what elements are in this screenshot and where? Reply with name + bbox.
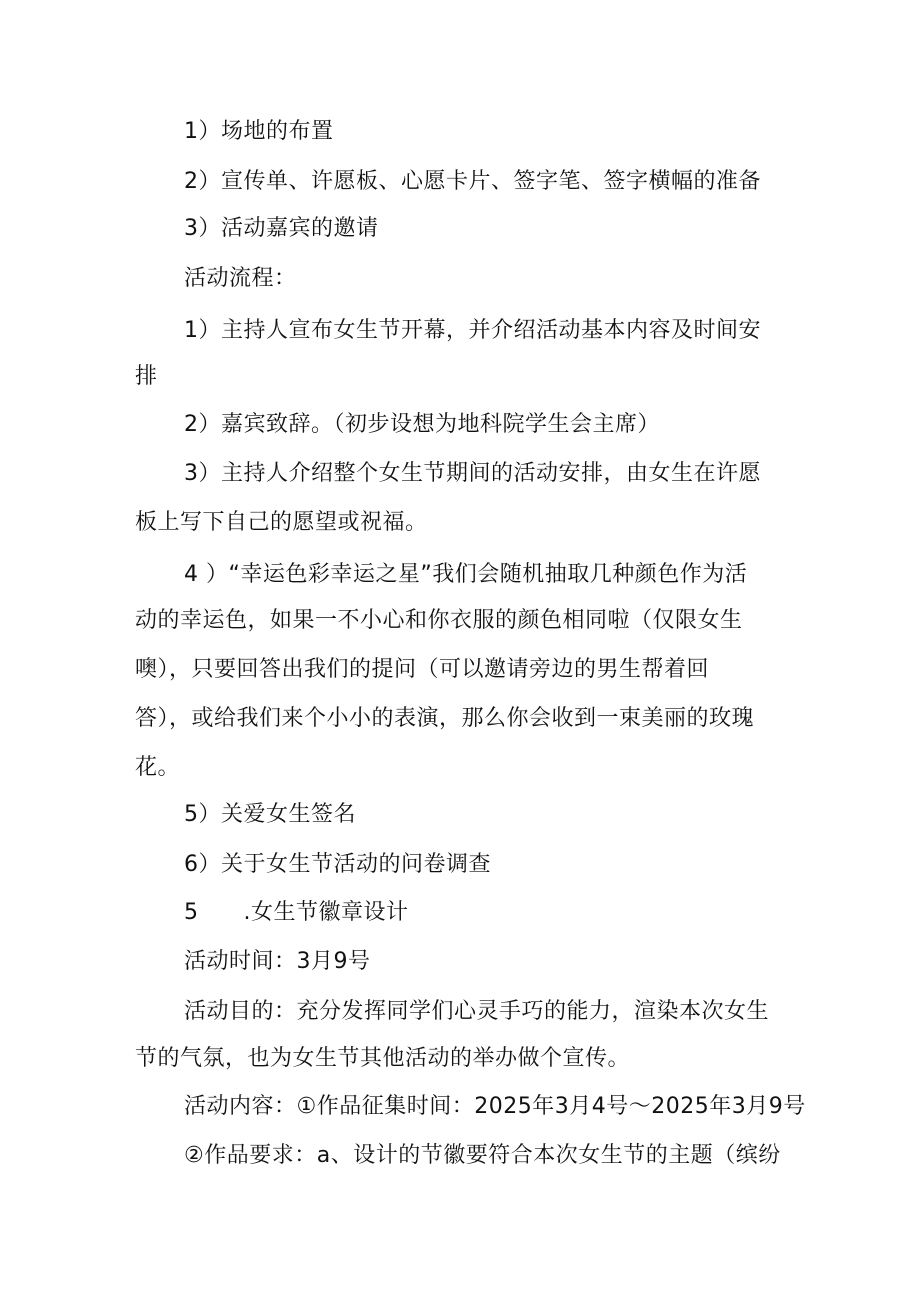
text-line-3: 3）活动嘉宾的邀请 <box>184 216 379 241</box>
text-line-1: 1）场地的布置 <box>184 119 334 144</box>
text-line-11: 动的幸运色，如果一不小心和你衣服的颜色相同啦（仅限女生 <box>135 608 743 633</box>
text-line-2: 2）宣传单、许愿板、心愿卡片、签字笔、签字横幅的准备 <box>184 169 761 194</box>
text-line-5: 1）主持人宣布女生节开幕，并介绍活动基本内容及时间安 <box>184 318 761 343</box>
text-line-20: 节的气氛，也为女生节其他活动的举办做个宣传。 <box>135 1046 631 1071</box>
text-line-10: 4 ）“幸运色彩幸运之星”我们会随机抽取几种颜色作为活 <box>184 562 748 587</box>
text-line-16: 6）关于女生节活动的问卷调查 <box>184 852 491 877</box>
text-line-19: 活动目的：充分发挥同学们心灵手巧的能力，渲染本次女生 <box>184 999 770 1024</box>
text-line-15: 5）关爱女生签名 <box>184 802 356 827</box>
text-line-12: 噢），只要回答出我们的提问（可以邀请旁边的男生帮着回 <box>135 657 710 682</box>
text-line-22: ②作品要求：a、设计的节徽要符合本次女生节的主题（缤纷 <box>184 1143 781 1168</box>
text-line-9: 板上写下自己的愿望或祝福。 <box>135 510 428 535</box>
text-line-8: 3）主持人介绍整个女生节期间的活动安排，由女生在许愿 <box>184 461 761 486</box>
text-line-6: 排 <box>135 364 158 389</box>
text-line-18: 活动时间：3月9号 <box>184 949 371 974</box>
text-line-17: 5 .女生节徽章设计 <box>184 900 409 925</box>
text-line-7: 2）嘉宾致辞。（初步设想为地科院学生会主席） <box>184 412 660 437</box>
text-line-13: 答），或给我们来个小小的表演，那么你会收到一束美丽的玫瑰 <box>135 706 755 731</box>
text-line-4: 活动流程： <box>184 266 297 291</box>
text-line-21: 活动内容：①作品征集时间：2025年3月4号～2025年3月9号 <box>184 1094 806 1119</box>
text-line-14: 花。 <box>135 755 181 780</box>
